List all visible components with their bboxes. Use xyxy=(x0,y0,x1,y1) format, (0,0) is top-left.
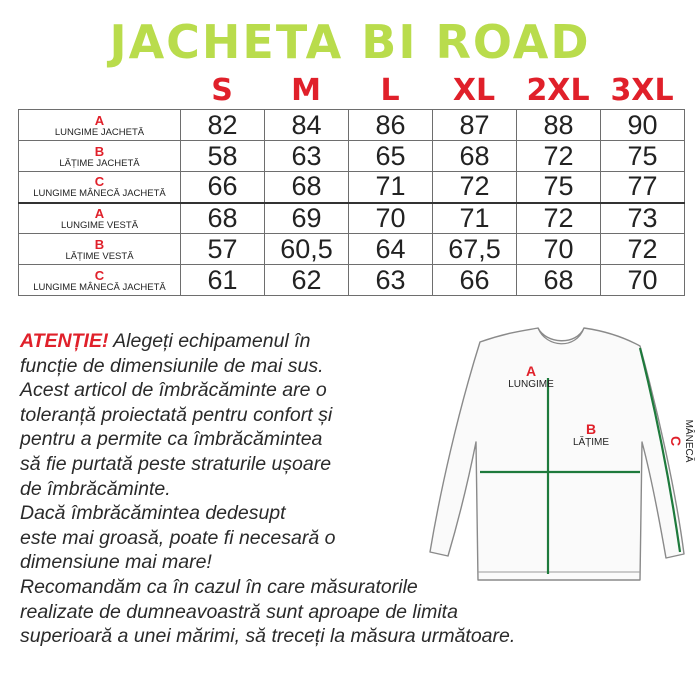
table-row xyxy=(19,172,685,203)
table-cell: 71 xyxy=(433,203,517,234)
row-label xyxy=(19,203,181,234)
jacket-diagram xyxy=(418,322,700,622)
note-line: toleranță proiectată pentru confort și xyxy=(20,403,333,426)
table-cell: 71 xyxy=(349,172,433,203)
measure-letter: B xyxy=(94,236,105,252)
table-cell: 64 xyxy=(349,234,433,265)
row-label xyxy=(19,265,181,296)
table-cell: 90 xyxy=(601,110,685,141)
measure-letter: B xyxy=(94,143,105,159)
table-cell: 72 xyxy=(601,234,685,265)
table-cell: 67,5 xyxy=(433,234,517,265)
table-cell: 86 xyxy=(349,110,433,141)
table-cell: 61 xyxy=(181,265,265,296)
note-line: dimensiune mai mare! xyxy=(20,551,212,574)
row-label xyxy=(19,234,181,265)
note-line: funcție de dimensiunile de mai sus. xyxy=(20,354,324,377)
width-text: LĂȚIME xyxy=(572,437,610,448)
table-cell: 88 xyxy=(517,110,601,141)
note-text: Alegeți echipamenul în xyxy=(108,330,311,352)
table-cell: 58 xyxy=(181,141,265,172)
size-table xyxy=(18,109,685,296)
table-cell: 66 xyxy=(433,265,517,296)
note-line: pentru a permite ca îmbrăcămintea xyxy=(20,428,323,451)
table-cell: 72 xyxy=(433,172,517,203)
table-cell: 69 xyxy=(265,203,349,234)
measure-description: LĂȚIME VESTĂ xyxy=(65,250,134,262)
row-label xyxy=(19,110,181,141)
table-cell: 70 xyxy=(601,265,685,296)
note-line: să fie purtată peste straturile ușoare xyxy=(20,452,332,475)
measure-letter: C xyxy=(94,267,105,283)
table-row xyxy=(19,141,685,172)
measure-description: LUNGIME MÂNECĂ JACHETĂ xyxy=(33,281,166,293)
measure-letter: A xyxy=(94,112,105,128)
table-row xyxy=(19,110,685,141)
sleeve-label xyxy=(668,406,694,476)
length-label xyxy=(498,364,564,390)
table-cell: 70 xyxy=(349,203,433,234)
note-line: Recomandăm ca în cazul în care măsuratorile xyxy=(20,575,418,598)
table-cell: 82 xyxy=(181,110,265,141)
size-header-m: M xyxy=(291,73,321,108)
measure-letter: C xyxy=(94,174,105,190)
measure-description: LĂȚIME JACHETĂ xyxy=(59,157,140,169)
measure-description: LUNGIME JACHETĂ xyxy=(54,126,145,138)
table-cell: 68 xyxy=(517,265,601,296)
measure-description: LUNGIME VESTĂ xyxy=(60,219,139,231)
table-cell: 73 xyxy=(601,203,685,234)
table-row xyxy=(19,203,685,234)
note-line: este mai groasă, poate fi necesară o xyxy=(20,526,336,549)
table-cell: 60,5 xyxy=(265,234,349,265)
table-cell: 70 xyxy=(517,234,601,265)
table-cell: 68 xyxy=(181,203,265,234)
note-line: de îmbrăcăminte. xyxy=(20,477,171,500)
table-cell: 66 xyxy=(181,172,265,203)
table-cell: 65 xyxy=(349,141,433,172)
note-line: Dacă îmbrăcămintea dedesupt xyxy=(20,502,286,525)
size-header-2xl: 2XL xyxy=(526,73,590,108)
table-cell: 84 xyxy=(265,110,349,141)
table-cell: 68 xyxy=(265,172,349,203)
row-label xyxy=(19,141,181,172)
size-header-xl: XL xyxy=(452,73,496,108)
table-cell: 72 xyxy=(517,141,601,172)
width-letter: B xyxy=(585,421,597,437)
table-row xyxy=(19,234,685,265)
table-cell: 57 xyxy=(181,234,265,265)
sleeve-text: MÂNECĂ xyxy=(683,419,694,463)
table-cell: 77 xyxy=(601,172,685,203)
width-label xyxy=(564,422,618,448)
size-header-3xl: 3XL xyxy=(610,73,674,108)
table-cell: 63 xyxy=(349,265,433,296)
table-cell: 72 xyxy=(517,203,601,234)
note-line: superioară a unei mărimi, să treceți la măsura următoare. xyxy=(20,625,516,648)
table-cell: 63 xyxy=(265,141,349,172)
table-cell: 87 xyxy=(433,110,517,141)
table-cell: 75 xyxy=(601,141,685,172)
note-line: realizate de dumneavoastră sunt aproape de limita xyxy=(20,600,458,623)
page-title: JACHETA BI ROAD xyxy=(109,15,591,69)
length-letter: A xyxy=(525,363,537,379)
row-label xyxy=(19,172,181,203)
measure-description: LUNGIME MÂNECĂ JACHETĂ xyxy=(33,188,166,200)
size-header-s: S xyxy=(211,73,233,108)
warning-label: ATENȚIE! xyxy=(20,330,109,352)
sleeve-letter: C xyxy=(668,435,684,447)
note-line: Acest articol de îmbrăcăminte are o xyxy=(20,379,327,402)
table-cell: 75 xyxy=(517,172,601,203)
size-header-l: L xyxy=(380,73,400,108)
length-text: LUNGIME xyxy=(508,379,554,390)
table-cell: 62 xyxy=(265,265,349,296)
table-cell: 68 xyxy=(433,141,517,172)
measure-letter: A xyxy=(94,205,105,221)
table-row xyxy=(19,265,685,296)
